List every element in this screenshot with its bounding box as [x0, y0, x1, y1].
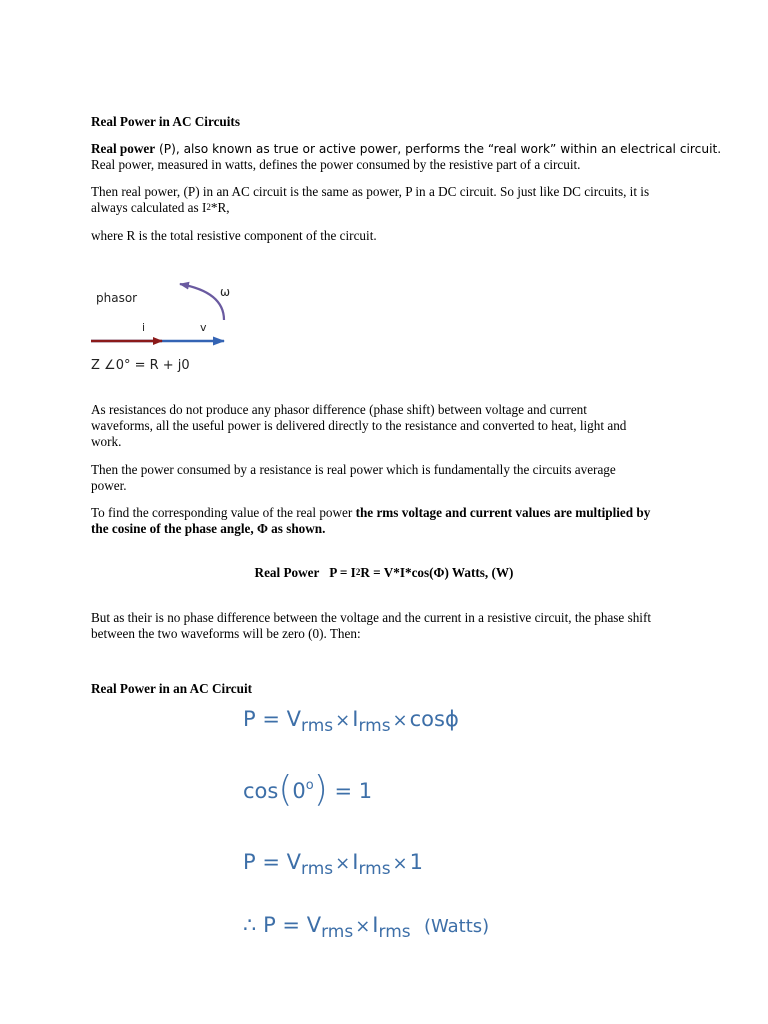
eq-operator: × — [392, 853, 408, 874]
eq-operator: × — [355, 916, 371, 937]
paragraph-line: As resistances do not produce any phasor difference (phase shift) between voltage and current — [91, 402, 587, 417]
eq-symbol: 0 — [292, 779, 306, 803]
impedance-caption: Z ∠0° = R + j0 — [91, 358, 190, 373]
eq-symbol: V — [306, 913, 322, 937]
paragraph-real-power-definition — [91, 141, 731, 173]
eq-symbol: = — [334, 779, 353, 803]
paragraph-line: Then the power consumed by a resistance is real power which is fundamentally the circuits average — [91, 462, 616, 477]
rotation-arrow-icon — [180, 284, 224, 320]
eq-subscript: rms — [378, 922, 411, 942]
formula-label: Real Power — [254, 565, 320, 580]
eq-symbol: = — [262, 707, 280, 731]
eq-operator: × — [335, 853, 351, 874]
eq-subscript: rms — [301, 859, 334, 879]
paragraph-line: waveforms, all the useful power is delivered directly to the resistance and converted to heat, light and — [91, 418, 627, 433]
emphasis-text: the cosine of the phase angle, Φ as shown. — [91, 521, 326, 536]
eq-paren: ( — [278, 769, 293, 810]
eq-subscript: rms — [301, 716, 334, 736]
eq-symbol: I — [352, 707, 359, 731]
eq-symbol: V — [286, 707, 302, 731]
paragraph-resistive-component: where R is the total resistive component of the circuit. — [91, 228, 377, 243]
eq-subscript: rms — [358, 859, 391, 879]
paragraph-line: between the two waveforms will be zero (0). Then: — [91, 626, 361, 641]
paragraph-text: To find the corresponding value of the real power — [91, 505, 356, 520]
term-real-power: Real power — [91, 141, 156, 156]
paragraph-real-power-dc — [91, 184, 731, 216]
superscript: 2 — [206, 202, 211, 212]
omega-label: ω — [220, 285, 231, 299]
emphasis-text: the rms voltage and current values are multiplied by — [355, 505, 651, 520]
eq-symbol: 1 — [409, 850, 424, 874]
paragraph-line: But as their is no phase difference between the voltage and the current in a resistive circuit, the phase shift — [91, 610, 652, 625]
paragraph-zero-phase — [91, 610, 731, 642]
phasor-label: phasor — [96, 291, 138, 305]
eq-symbol: P — [263, 913, 276, 937]
real-power-formula — [0, 565, 768, 581]
eq-symbol: P — [243, 707, 256, 731]
phasor-diagram — [88, 278, 248, 378]
superscript: 2 — [355, 567, 361, 577]
eq-symbol: = — [282, 913, 301, 937]
equation-power-one — [243, 849, 423, 877]
therefore-icon: ∴ — [243, 913, 257, 937]
paragraph-line-end: *R, — [210, 200, 230, 215]
eq-symbol: = — [262, 850, 280, 874]
eq-symbol: 1 — [358, 779, 373, 803]
eq-operator: × — [335, 710, 351, 731]
eq-symbol: ϕ — [444, 707, 459, 731]
eq-unit: (Watts) — [423, 916, 490, 937]
section-heading-real-power-ac: Real Power in an AC Circuit — [91, 681, 253, 696]
eq-symbol: cos — [409, 707, 445, 731]
eq-symbol: V — [286, 850, 302, 874]
equation-power-cos — [243, 706, 459, 734]
paragraph-no-phase-shift — [91, 402, 731, 450]
section-heading-real-power: Real Power in AC Circuits — [91, 114, 240, 129]
equation-power-watts — [243, 912, 489, 940]
paragraph-line: work. — [91, 434, 122, 449]
formula-part: P = I — [329, 565, 356, 580]
paragraph-line: power. — [91, 478, 127, 493]
eq-paren: ) — [313, 769, 328, 810]
voltage-label: v — [200, 321, 207, 334]
eq-superscript: o — [305, 778, 314, 793]
eq-symbol: cos — [243, 779, 279, 803]
eq-subscript: rms — [358, 716, 391, 736]
eq-symbol: P — [243, 850, 256, 874]
equation-cos-zero — [243, 770, 372, 811]
paragraph-line: Then real power, (P) in an AC circuit is the same as power, P in a DC circuit. So just like DC circuits, it is — [91, 184, 650, 199]
eq-symbol: I — [372, 913, 379, 937]
definition-text: (P), also known as true or active power, performs the “real work” within an electrical circuit. — [155, 142, 722, 156]
current-label: i — [142, 321, 146, 334]
paragraph-average-power — [91, 462, 731, 494]
formula-part: R = V*I*cos(Φ) Watts, (W) — [360, 565, 514, 580]
eq-subscript: rms — [321, 922, 354, 942]
paragraph-rms-values — [91, 505, 731, 537]
definition-text-line2: Real power, measured in watts, defines the power consumed by the resistive part of a circuit. — [91, 157, 581, 172]
paragraph-line: always calculated as I — [91, 200, 207, 215]
eq-operator: × — [392, 710, 408, 731]
eq-symbol: I — [352, 850, 359, 874]
